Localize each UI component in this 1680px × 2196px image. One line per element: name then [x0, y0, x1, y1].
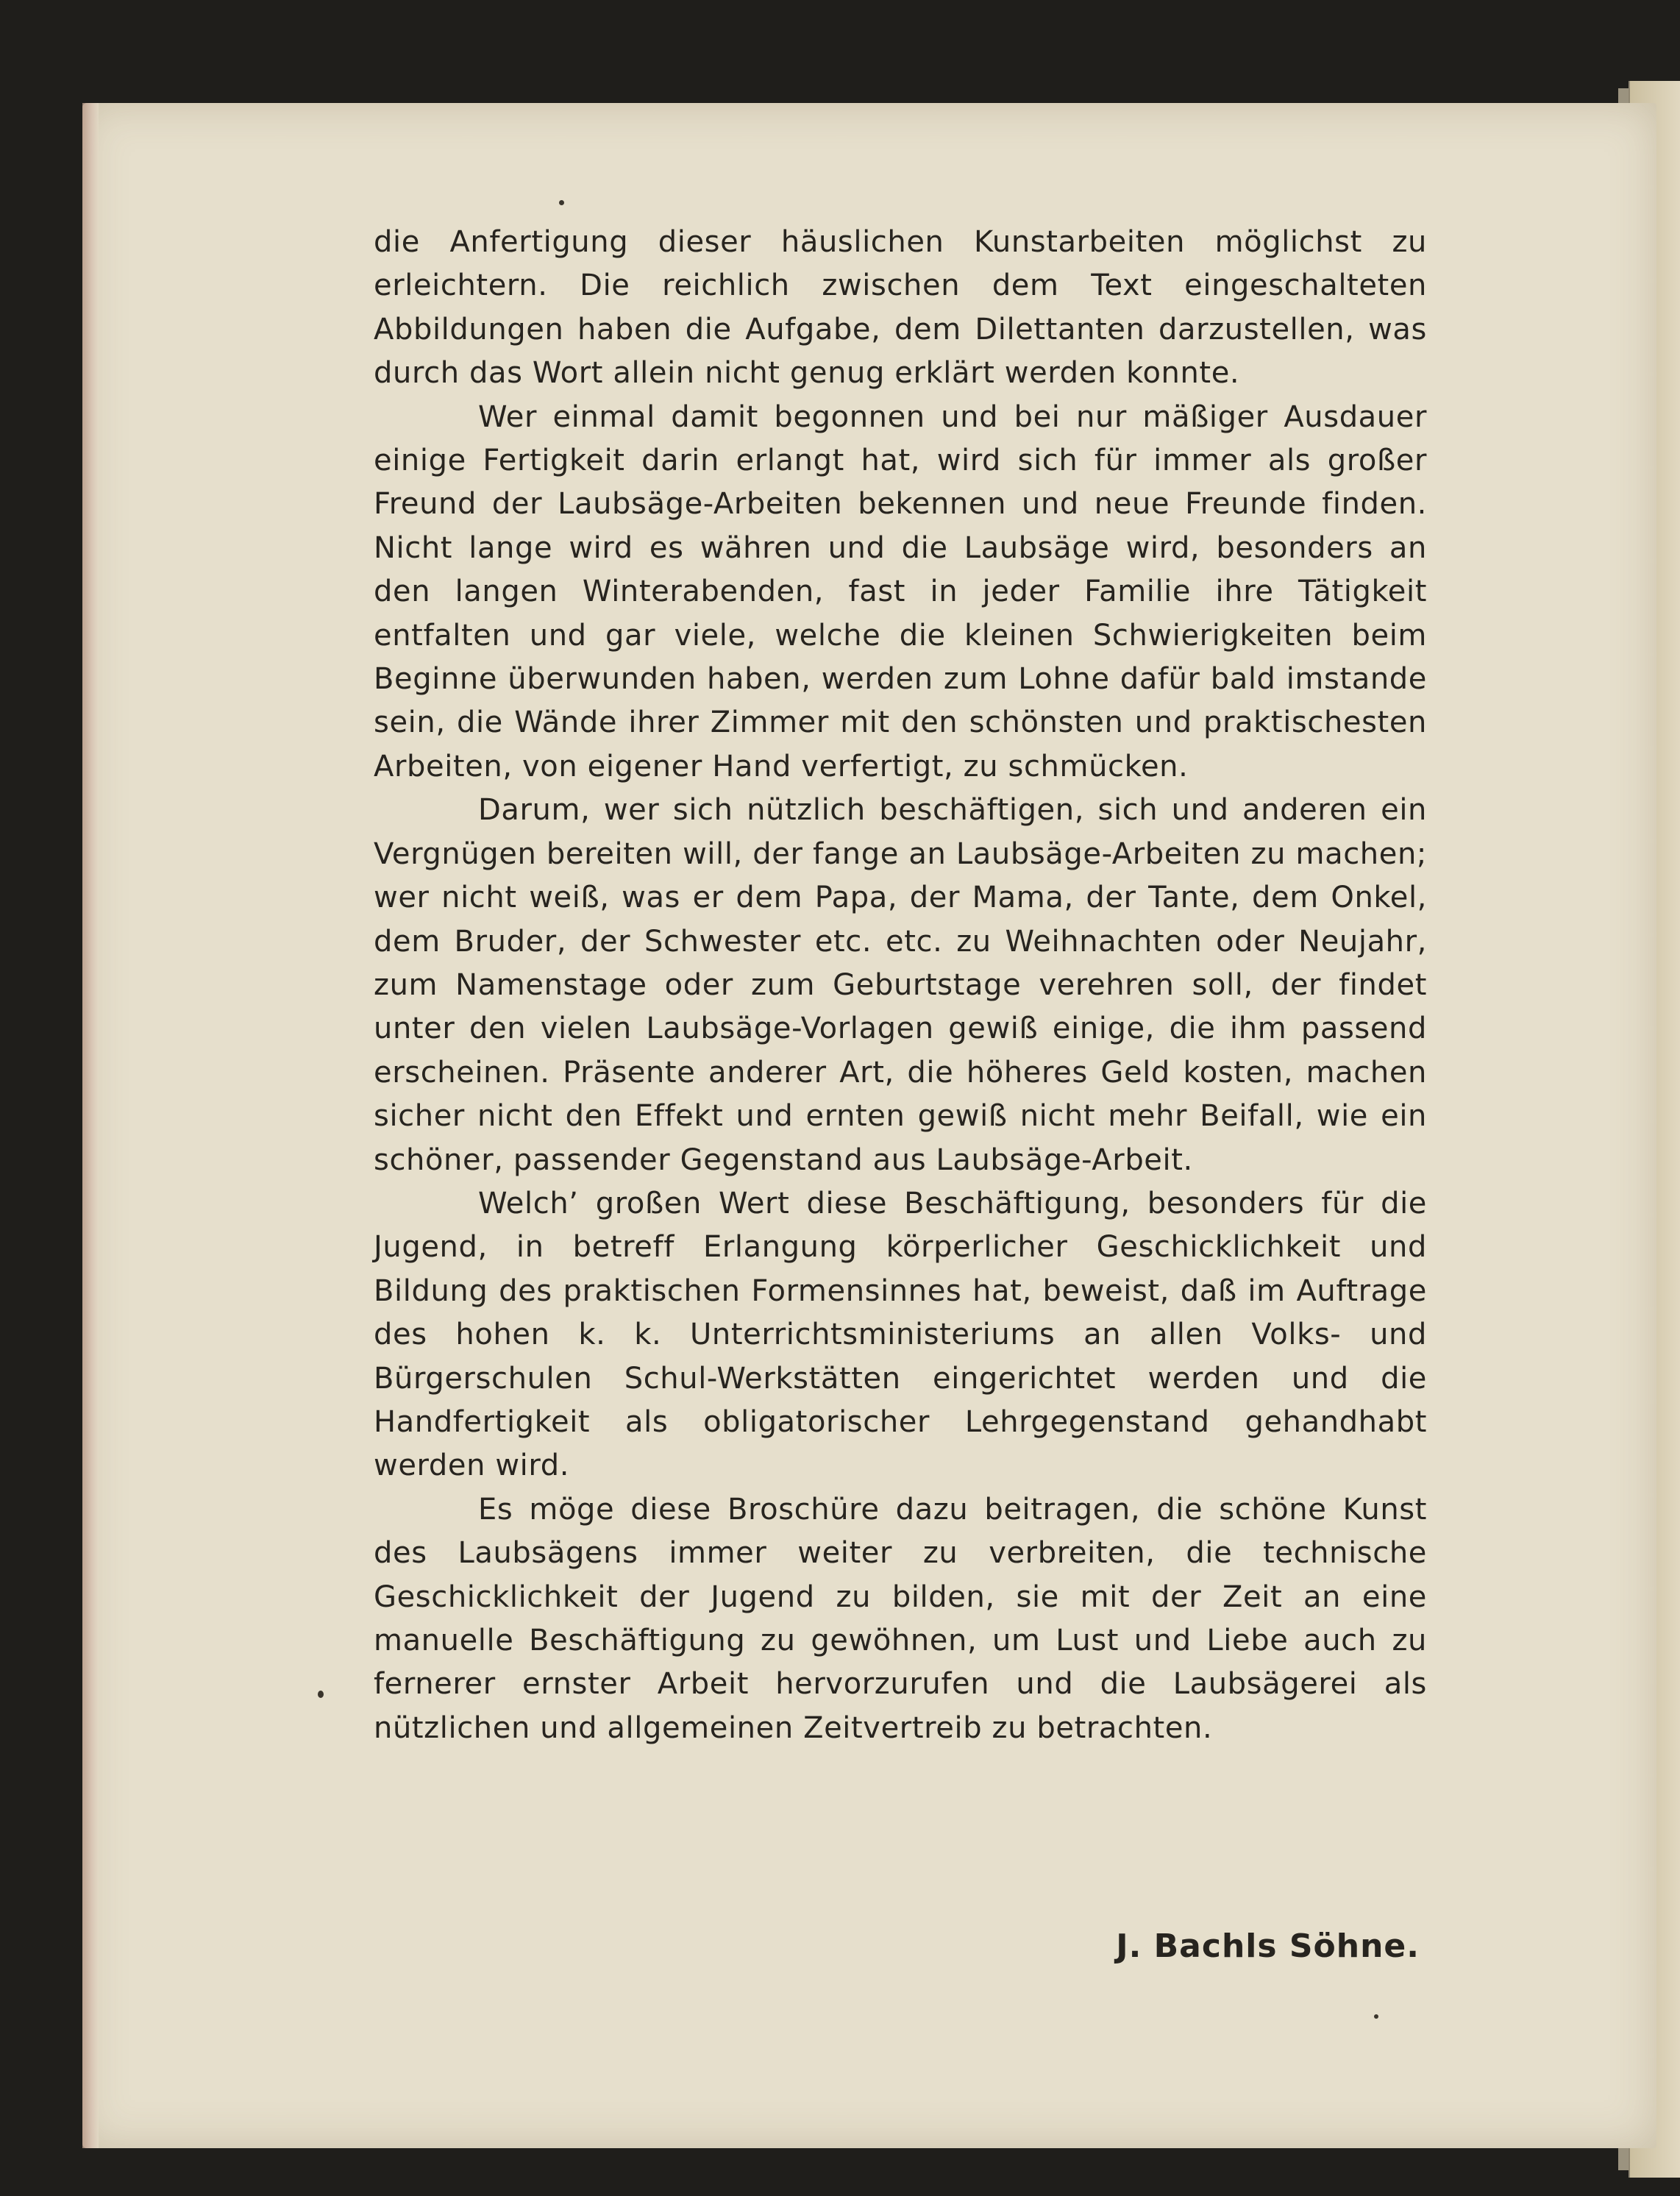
paragraph: Darum, wer sich nützlich beschäftigen, sich und anderen ein Vergnügen bereiten will, der fange an Laubsäge-Arbeiten zu machen; wer nicht weiß, was er dem Papa, der Mama, der Tante, dem Onkel, dem Bruder, der Schwester etc. etc. zu Weihnachten oder Neujahr, zum Namenstage oder zum Geburtstage verehren soll, der findet unter den vielen Laubsäge-Vorlagen gewiß einige, die ihm passend erscheinen. Präsente anderer Art, die höheres Geld kosten, machen sicher nicht den Effekt und ernten gewiß nicht mehr Beifall, wie ein schöner, passender Gegenstand aus Laubsäge-Arbeit.	[374, 793, 1427, 1177]
paragraph: die Anfertigung dieser häuslichen Kunstarbeiten möglichst zu erleichtern. Die reichlich zwischen dem Text eingeschalteten Abbildungen haben die Aufgabe, dem Dilettanten darzustellen, was durch das Wort allein nicht genug erklärt werden konnte.	[374, 225, 1427, 391]
paragraph: Es möge diese Broschüre dazu beitragen, die schöne Kunst des Laubsägens immer weiter zu verbreiten, die technische Geschicklichkeit der Jugend zu bilden, sie mit der Zeit an eine manuelle Beschäftigung zu gewöhnen, um Lust und Liebe auch zu fernerer ernster Arbeit hervorzurufen und die Laubsägerei als nützlichen und allgemeinen Zeitvertreib zu betrachten.	[374, 1492, 1427, 1745]
print-speck	[318, 1691, 324, 1698]
body-text	[374, 221, 1427, 1750]
page-spine-edge	[82, 103, 99, 2148]
paragraph: Welch’ großen Wert diese Beschäftigung, besonders für die Jugend, in betreff Erlangung körperlicher Geschicklichkeit und Bildung des praktischen Formensinnes hat, beweist, daß im Auftrage des hohen k. k. Unterrichtsministeriums an allen Volks- und Bürgerschulen Schul-Werkstätten eingerichtet werden und die Handfertigkeit als obligatorischer Lehrgegenstand gehandhabt werden wird.	[374, 1186, 1427, 1483]
paragraph: Wer einmal damit begonnen und bei nur mäßiger Ausdauer einige Fertigkeit darin erlangt hat, wird sich für immer als großer Freund der Laubsäge-Arbeiten bekennen und neue Freunde finden. Nicht lange wird es währen und die Laubsäge wird, besonders an den langen Winterabenden, fast in jeder Familie ihre Tätigkeit entfalten und gar viele, welche die kleinen Schwierigkeiten beim Beginne überwunden haben, werden zum Lohne dafür bald imstande sein, die Wände ihrer Zimmer mit den schönsten und praktischesten Arbeiten, von eigener Hand verfertigt, zu schmücken.	[374, 399, 1427, 783]
publisher-signature: J. Bachls Söhne.	[1116, 1927, 1420, 1965]
print-speck	[1374, 2014, 1378, 2019]
print-speck	[559, 200, 564, 205]
